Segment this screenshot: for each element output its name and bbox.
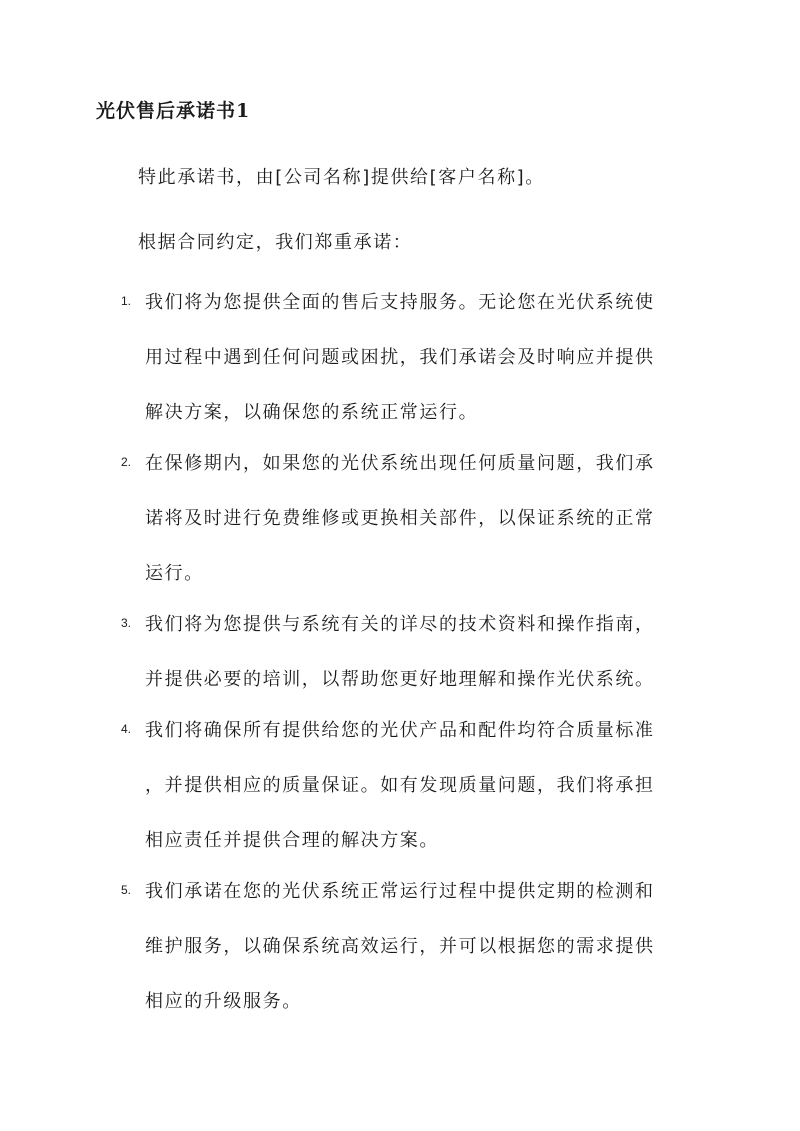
item-number: 3. <box>121 616 132 630</box>
item-text-line: 用过程中遇到任何问题或困扰，我们承诺会及时响应并提供 <box>145 347 655 368</box>
intro-paragraph: 特此承诺书，由[公司名称]提供给[客户名称]。 <box>138 167 545 188</box>
item-number: 2. <box>121 455 132 469</box>
item-text-line: 我们将为您提供与系统有关的详尽的技术资料和操作指南， <box>145 614 655 635</box>
item-text-line: 维护服务，以确保系统高效运行，并可以根据您的需求提供 <box>145 936 655 957</box>
item-number: 5. <box>121 883 132 897</box>
item-text-line: ，并提供相应的质量保证。如有发现质量问题，我们将承担 <box>145 775 655 796</box>
item-text-line: 在保修期内，如果您的光伏系统出现任何质量问题，我们承 <box>145 453 655 474</box>
item-text-line: 诺将及时进行免费维修或更换相关部件，以保证系统的正常 <box>145 508 655 529</box>
item-number: 1. <box>121 294 132 308</box>
item-text-line: 解决方案，以确保您的系统正常运行。 <box>145 402 479 423</box>
item-text-line: 我们将确保所有提供给您的光伏产品和配件均符合质量标准 <box>145 720 655 741</box>
document-title: 光伏售后承诺书1 <box>96 100 251 122</box>
item-text-line: 相应责任并提供合理的解决方案。 <box>145 830 439 851</box>
item-text-line: 并提供必要的培训，以帮助您更好地理解和操作光伏系统。 <box>145 669 655 690</box>
item-text-line: 我们将为您提供全面的售后支持服务。无论您在光伏系统使 <box>145 292 655 313</box>
item-text-line: 我们承诺在您的光伏系统正常运行过程中提供定期的检测和 <box>145 881 655 902</box>
item-text-line: 相应的升级服务。 <box>145 991 302 1012</box>
item-number: 4. <box>121 722 132 736</box>
preamble-paragraph: 根据合同约定，我们郑重承诺： <box>138 232 413 253</box>
item-text-line: 运行。 <box>145 563 204 584</box>
